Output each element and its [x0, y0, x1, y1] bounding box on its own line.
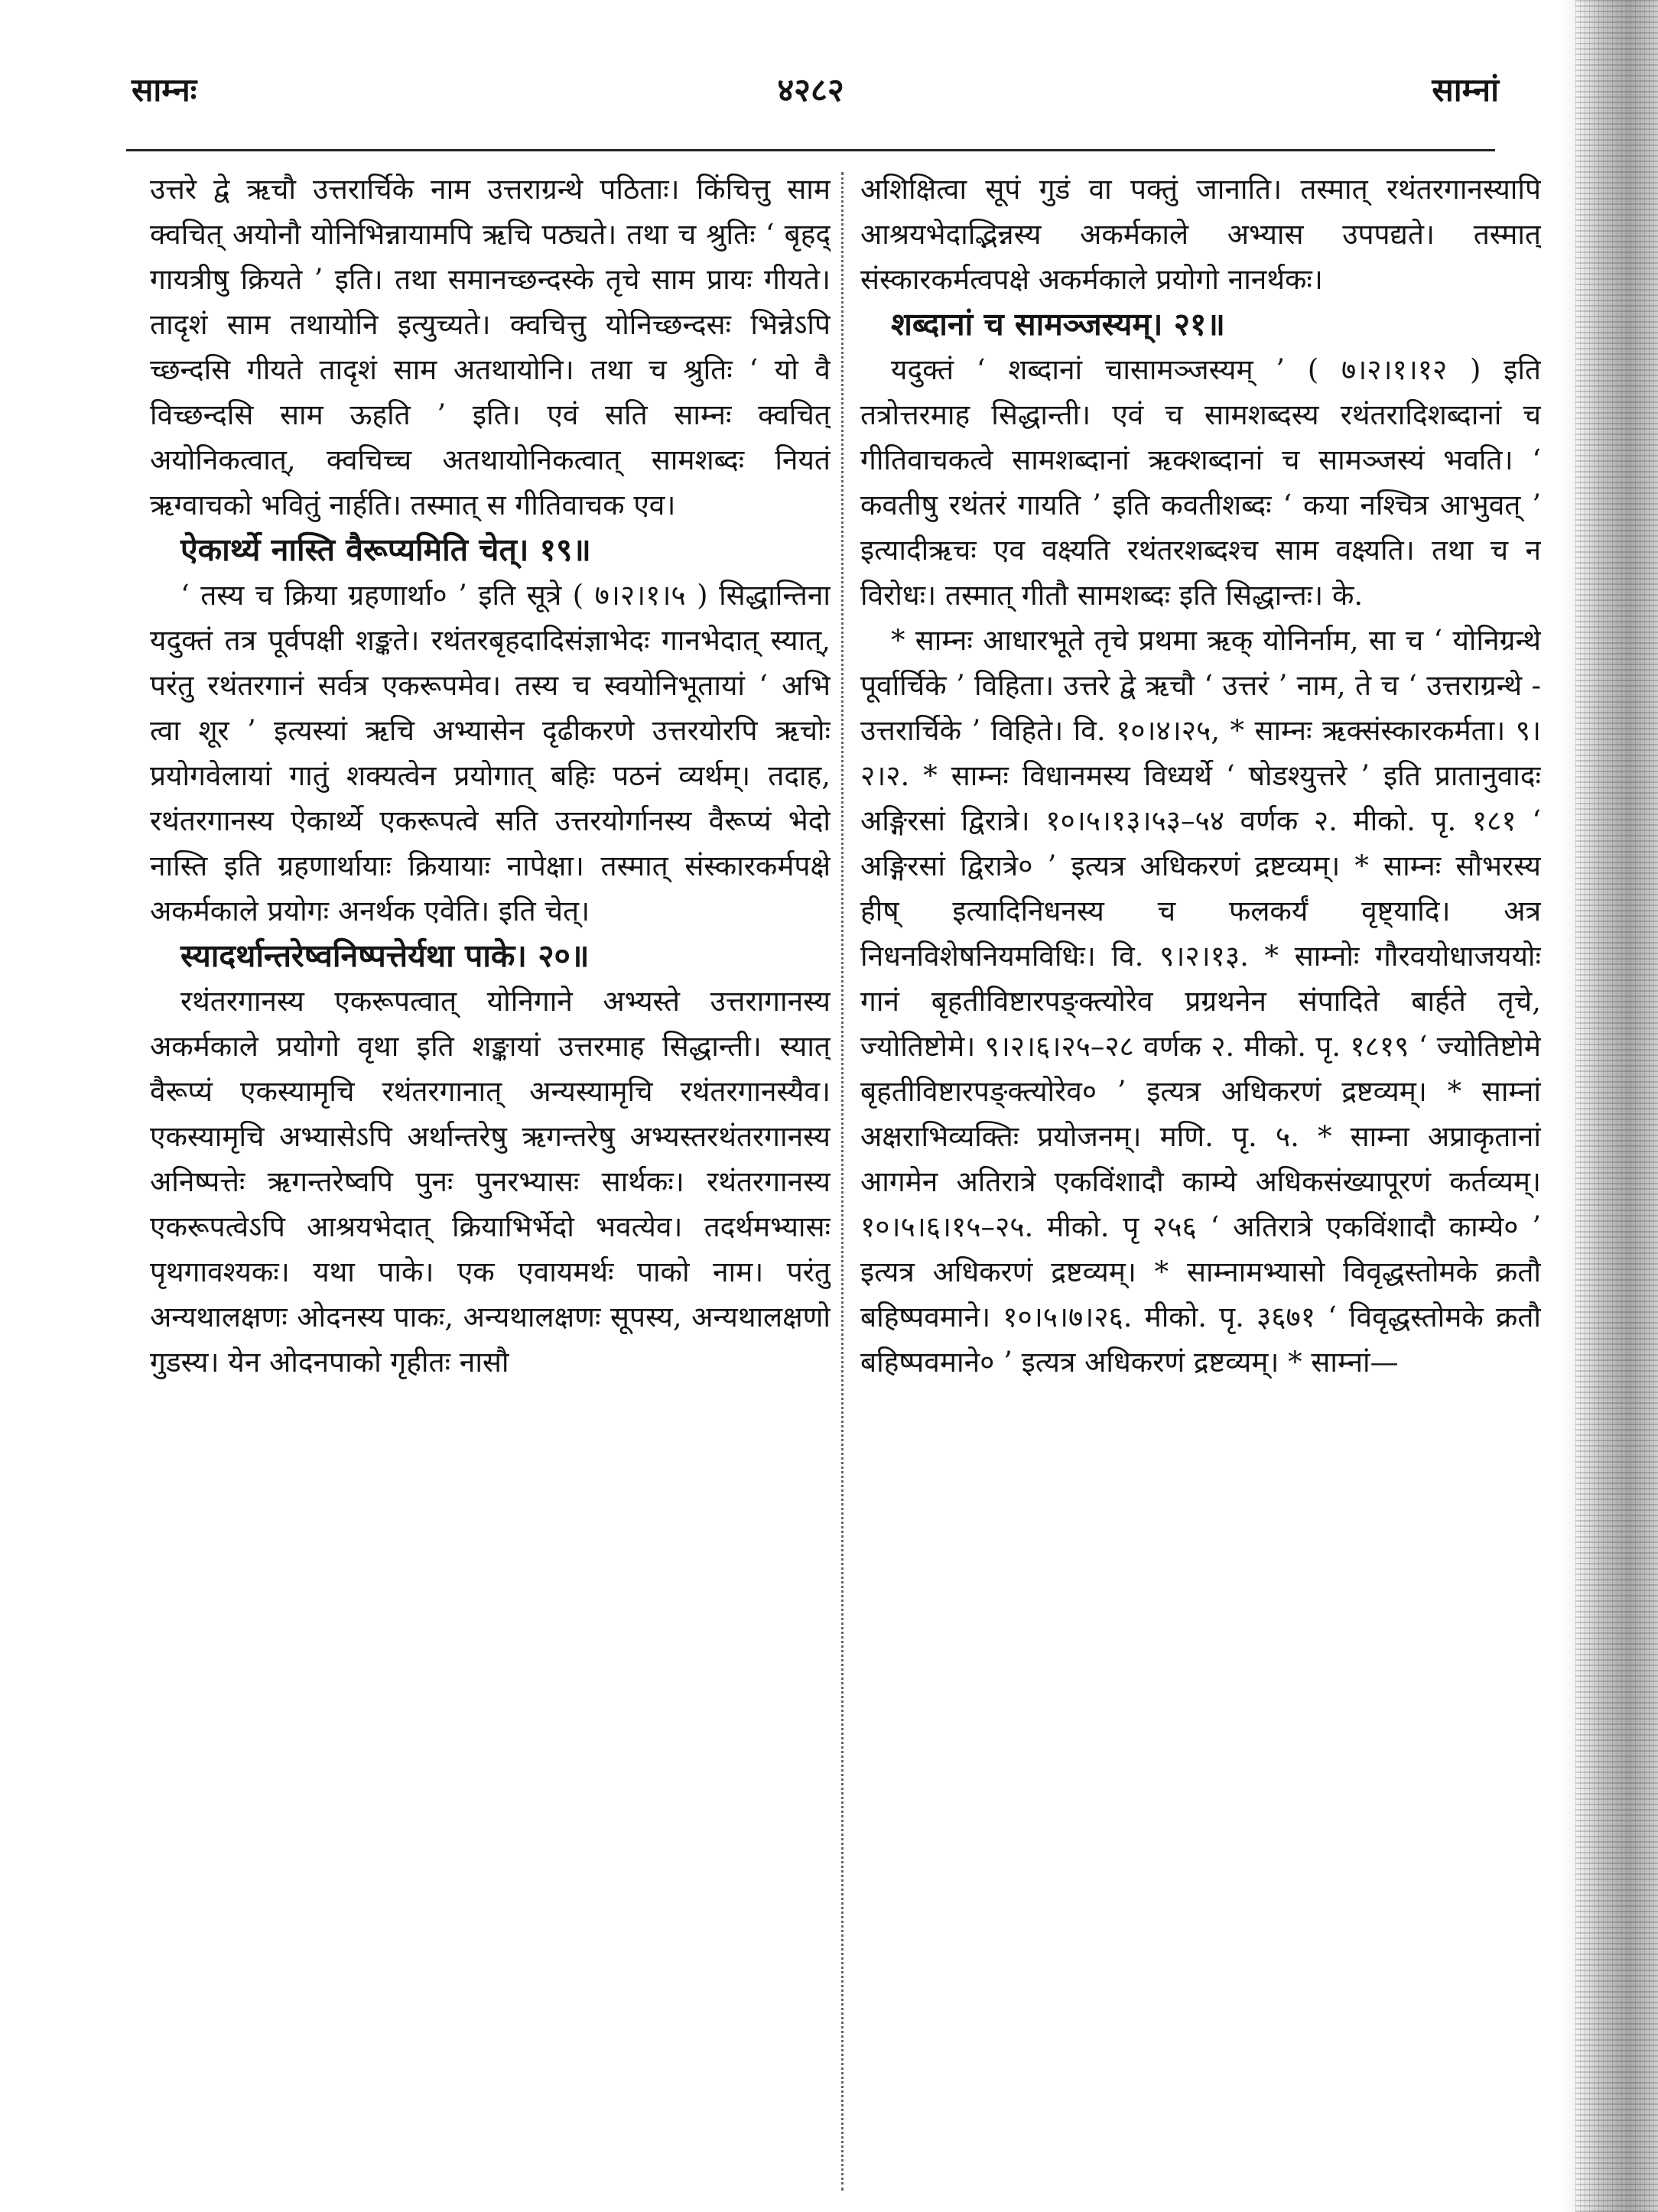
- header-right-word: साम्नां: [1432, 71, 1499, 109]
- sutra-heading: ऐकार्थ्ये नास्ति वैरूप्यमिति चेत्। १९॥: [180, 531, 591, 568]
- right-column: [860, 167, 1541, 2193]
- running-header: [122, 60, 1499, 121]
- sutra-heading: स्यादर्थान्तरेष्वनिष्पत्तेर्यथा पाके। २०॥: [180, 937, 590, 974]
- header-rule: [126, 149, 1495, 151]
- left-column: [150, 167, 831, 2193]
- paragraph: उत्तरे द्वे ऋचौ उत्तरार्चिके नाम उत्तराग्रन्थे पठिताः। किंचित्तु साम क्वचित् अयोनौ योनिभिन्नायामपि ऋचि पठ्यते। तथा च श्रुतिः ‘ बृहद् गायत्रीषु क्रियते ’ इति। तथा समानच्छन्दस्के तृचे साम प्रायः गीयते। तादृशं साम तथायोनि इत्युच्यते। क्वचित्तु योनिच्छन्दसः भिन्नेऽपि च्छन्दसि गीयते तादृशं साम अतथायोनि। तथा च श्रुतिः ‘ यो वै विच्छन्दसि साम ऊहति ’ इति। एवं सति साम्नः क्वचित् अयोनिकत्वात्, क्वचिच्च अतथायोनिकत्वात् सामशब्दः नियतं ऋग्वाचको भवितुं नार्हति। तस्मात् स गीतिवाचक एव।: [150, 173, 831, 521]
- index-paragraph: * साम्नः आधारभूते तृचे प्रथमा ऋक् योनिर्नाम, सा च ‘ योनिग्रन्थे पूर्वार्चिके ’ विहिता। उत्तरे द्वे ऋचौ ‘ उत्तरं ’ नाम, ते च ‘ उत्तराग्रन्थे - उत्तरार्चिके ’ विहिते। वि. १०।४।२५, * साम्नः ऋक्संस्कारकर्मता। ९।२।२. * साम्नः विधानमस्य विध्यर्थे ‘ षोडश्युत्तरे ’ इति प्रातानुवादः अङ्गिरसां द्विरात्रे। १०।५।१३।५३–५४ वर्णक २. मीको. पृ. १८१ ‘ अङ्गिरसां द्विरात्रे० ’ इत्यत्र अधिकरणं द्रष्टव्यम्। * साम्नः सौभरस्य हीष् इत्यादिनिधनस्य च फलकर्यं वृष्ट्यादि। अत्र निधनविशेषनियमविधिः। वि. ९।२।१३. * साम्नोः गौरवयोधाजययोः गानं बृहतीविष्टारपङ्क्त्योरेव प्रग्रथनेन संपादिते बार्हते तृचे, ज्योतिष्टोमे। ९।२।६।२५–२८ वर्णक २. मीको. पृ. १८१९ ‘ ज्योतिष्टोमे बृहतीविष्टारपङ्क्त्योरेव० ’ इत्यत्र अधिकरणं द्रष्टव्यम्। * साम्नां अक्षराभिव्यक्तिः प्रयोजनम्। मणि. पृ. ५. * साम्ना अप्राकृतानां आगमेन अतिरात्रे एकविंशादौ काम्ये अधिकसंख्यापूरणं कर्तव्यम्। १०।५।६।१५–२५. मीको. पृ २५६ ‘ अतिरात्रे एकविंशादौ काम्ये० ’ इत्यत्र अधिकरणं द्रष्टव्यम्। * साम्नामभ्यासो विवृद्धस्तोमके क्रतौ बहिष्पवमाने। १०।५।७।२६. मीको. पृ. ३६७१ ‘ विवृद्धस्तोमके क्रतौ बहिष्पवमाने० ’ इत्यत्र अधिकरणं द्रष्टव्यम्। * साम्नां—: [860, 624, 1541, 1379]
- sutra-heading: शब्दानां च सामञ्जस्यम्। २१॥: [891, 306, 1225, 343]
- scan-noise: [1575, 0, 1658, 2212]
- header-left-word: साम्नः: [132, 71, 197, 109]
- page-number: ४२८२: [777, 71, 844, 109]
- column-divider: [841, 172, 844, 2191]
- paragraph: यदुक्तं ‘ शब्दानां चासामञ्जस्यम् ’ ( ७।२।१।१२ ) इति तत्रोत्तरमाह सिद्धान्ती। एवं च सामशब्दस्य रथंतरादिशब्दानां च गीतिवाचकत्वे सामशब्दानां ऋक्शब्दानां च सामञ्जस्यं भवति। ‘ कवतीषु रथंतरं गायति ’ इति कवतीशब्दः ‘ कया नश्चित्र आभुवत् ’ इत्यादीऋचः एव वक्ष्यति रथंतरशब्दश्च साम वक्ष्यति। तथा च न विरोधः। तस्मात् गीतौ सामशब्दः इति सिद्धान्तः। के.: [860, 353, 1541, 612]
- paragraph: अशिक्षित्वा सूपं गुडं वा पक्तुं जानाति। तस्मात् रथंतरगानस्यापि आश्रयभेदाद्भिन्नस्य अकर्मकाले अभ्यास उपपद्यते। तस्मात् संस्कारकर्मत्वपक्षे अकर्मकाले प्रयोगो नानर्थकः।: [860, 173, 1541, 296]
- paragraph: ‘ तस्य च क्रिया ग्रहणार्था० ’ इति सूत्रे ( ७।२।१।५ ) सिद्धान्तिना यदुक्तं तत्र पूर्वपक्षी शङ्कते। रथंतरबृहदादिसंज्ञाभेदः गानभेदात् स्यात्, परंतु रथंतरगानं सर्वत्र एकरूपमेव। तस्य च स्वयोनिभूतायां ‘ अभि त्वा शूर ’ इत्यस्यां ऋचि अभ्यासेन दृढीकरणे उत्तरयोरपि ऋचोः प्रयोगवेलायां गातुं शक्यत्वेन प्रयोगात् बहिः पठनं व्यर्थम्। तदाह, रथंतरगानस्य ऐकार्थ्ये एकरूपत्वे सति उत्तरयोर्गानस्य वैरूप्यं भेदो नास्ति इति ग्रहणार्थायाः क्रियायाः नापेक्षा। तस्मात् संस्कारकर्मपक्षे अकर्मकाले प्रयोगः अनर्थक एवेति। इति चेत्।: [150, 579, 831, 927]
- paragraph: रथंतरगानस्य एकरूपत्वात् योनिगाने अभ्यस्ते उत्तरागानस्य अकर्मकाले प्रयोगो वृथा इति शङ्कायां उत्तरमाह सिद्धान्ती। स्यात् वैरूप्यं एकस्यामृचि रथंतरगानात् अन्यस्यामृचि रथंतरगानस्यैव। एकस्यामृचि अभ्यासेऽपि अर्थान्तरेषु ऋगन्तरेषु अभ्यस्तरथंतरगानस्य अनिष्पत्तेः ऋगन्तरेष्वपि पुनः पुनरभ्यासः सार्थकः। रथंतरगानस्य एकरूपत्वेऽपि आश्रयभेदात् क्रियाभिर्भेदो भवत्येव। तदर्थमभ्यासः पृथगावश्यकः। यथा पाके। एक एवायमर्थः पाको नाम। परंतु अन्यथालक्षणः ओदनस्य पाकः, अन्यथालक्षणः सूपस्य, अन्यथालक्षणो गुडस्य। येन ओदनपाको गृहीतः नासौ: [150, 985, 831, 1379]
